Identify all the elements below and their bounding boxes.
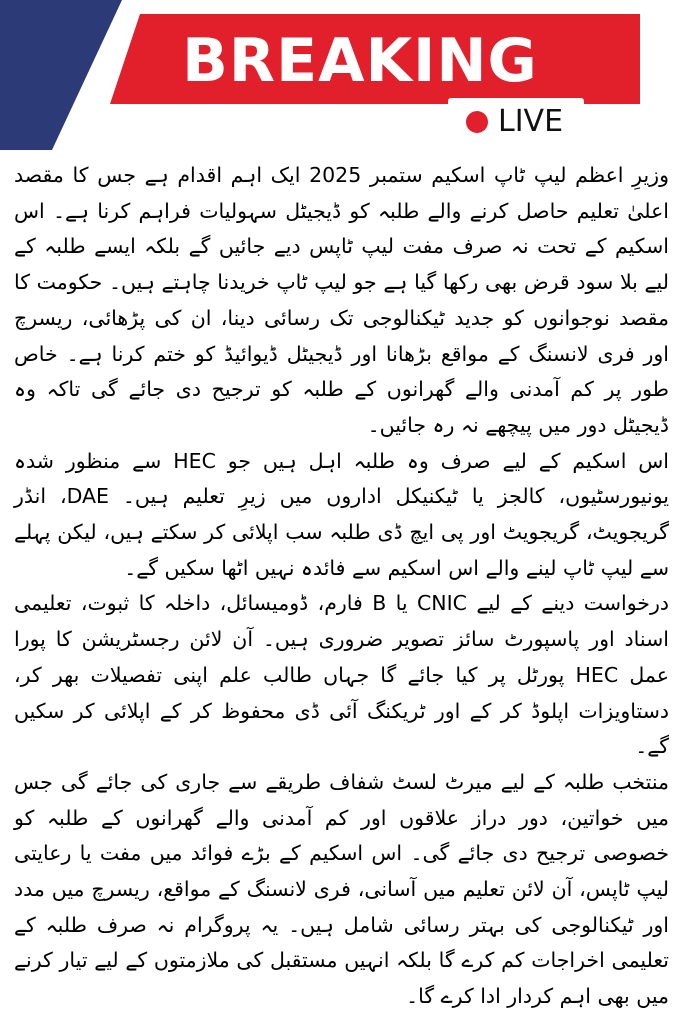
article-paragraph-3: درخواست دینے کے لیے CNIC یا B فارم، ڈومیسائل، داخلہ کا ثبوت، تعلیمی اسناد اور پاسپورٹ سائز تصویر ضروری ہیں۔ آن لائن رجسٹریشن کا پورا عمل HEC پورٹل پر کیا جائے گا جہاں طالب علم اپنی تفصیلات بھر کر، دستاویزات اپلوڈ کر کے اور ٹریکنگ آئی ڈی محفوظ کر کے اپلائی کر سکیں گے۔ [14,591,669,759]
banner-right-edge [640,0,683,150]
live-badge [448,98,584,146]
article-paragraph-4: منتخب طلبہ کے لیے میرٹ لسٹ شفاف طریقے سے جاری کی جائے گی جس میں خواتین، دور دراز علاقوں اور کم آمدنی والے گھرانوں کے طلبہ کو خصوصی ترجیح دی جائے گی۔ اس اسکیم کے بڑے فوائد میں مفت یا رعایتی لیپ ٹاپس، آن لائن تعلیم میں آسانی، فری لانسنگ کے مواقع، ریسرچ میں مدد اور ٹیکنالوجی کی بہتر رسائی شامل ہیں۔ یہ پروگرام نہ صرف طلبہ کے تعلیمی اخراجات کم کرے گا بلکہ انہیں مستقبل کی ملازمتوں کے لیے تیار کرنے میں بھی اہم کردار ادا کرے گا۔ [14,769,669,1009]
live-label: LIVE [498,104,564,139]
breaking-banner [0,0,683,150]
live-record-icon [466,111,488,133]
article-paragraph-2: اس اسکیم کے لیے صرف وہ طلبہ اہل ہیں جو HEC سے منظور شدہ یونیورسٹیوں، کالجز یا ٹیکنیکل اداروں میں زیرِ تعلیم ہیں۔ DAE، انڈر گریجویٹ، گریجویٹ اور پی ایچ ڈی طلبہ سب اپلائی کر سکتے ہیں، لیکن پہلے سے لیپ ٹاپ لینے والے اس اسکیم سے فائدہ نہیں اٹھا سکیں گے۔ [14,448,669,580]
article-paragraph-1: وزیرِ اعظم لیپ ٹاپ اسکیم ستمبر 2025 ایک اہم اقدام ہے جس کا مقصد اعلیٰ تعلیم حاصل کرنے والے طلبہ کو ڈیجیٹل سہولیات فراہم کرنا ہے۔ اس اسکیم کے تحت نہ صرف مفت لیپ ٹاپس دیے جائیں گے بلکہ ایسے طلبہ کے لیے بلا سود قرض بھی رکھا گیا ہے جو لیپ ٹاپ خریدنا چاہتے ہیں۔ حکومت کا مقصد نوجوانوں کو جدید ٹیکنالوجی تک رسائی دینا، ان کی پڑھائی، ریسرچ اور فری لانسنگ کے مواقع بڑھانا اور ڈیجیٹل ڈیوائیڈ کو ختم کرنا ہے۔ خاص طور پر کم آمدنی والے گھرانوں کے طلبہ کو ترجیح دی جائے گی تاکہ وہ ڈیجیٹل دور میں پیچھے نہ رہ جائیں۔ [14,163,669,437]
article-body [14,158,669,1015]
breaking-label: BREAKING [182,26,538,96]
